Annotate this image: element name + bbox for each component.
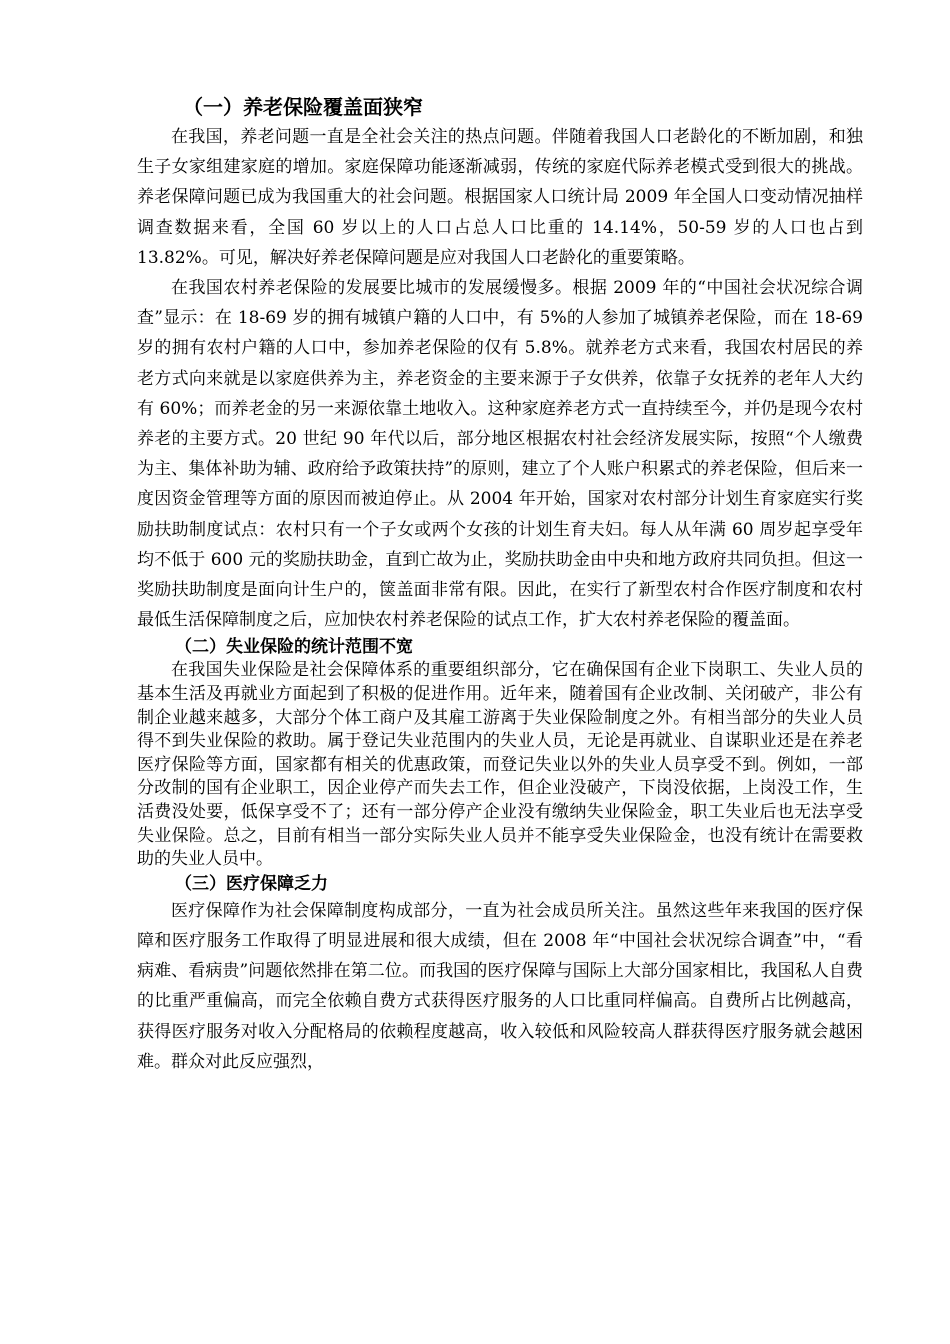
section-heading-medical: （三）医疗保障乏力: [175, 873, 328, 894]
paragraph-unemployment: 在我国失业保险是社会保障体系的重要组织部分，它在确保国有企业下岗职工、失业人员的基本生活及再就业方面起到了积极的促进作用。近年来，随着国有企业改制、关闭破产，非公有制企业越来越多，大部分个体工商户及其雇工游离于失业保险制度之外。有相当部分的失业人员得不到失业保险的救助。属于登记失业范围内的失业人员，无论是再就业、自谋职业还是在养老医疗保险等方面，国家都有相关的优惠政策，而登记失业以外的失业人员享受不到。例如，一部分改制的国有企业职工，因企业停产而失去工作，但企业没破产，下岗没依据，上岗没工作，生活费没处要，低保享受不了；还有一部分停产企业没有缴纳失业保险金，职工失业后也无法享受失业保险。总之，目前有相当一部分实际失业人员并不能享受失业保险金，也没有统计在需要救助的失业人员中。: [137, 660, 863, 870]
paragraph-pension-intro: 在我国，养老问题一直是全社会关注的热点问题。伴随着我国人口老龄化的不断加剧，和独生子女家组建家庭的增加。家庭保障功能逐渐减弱，传统的家庭代际养老模式受到很大的挑战。养老保障问题已成为我国重大的社会问题。根据国家人口统计局 2009 年全国人口变动情况抽样调查数据来看，全国 60 岁以上的人口占总人口比重的 14.14%，50-59 岁的人口也占到 13.82%。可见，解决好养老保障问题是应对我国人口老龄化的重要策略。: [137, 127, 863, 268]
section-heading-unemployment: （二）失业保险的统计范围不宽: [175, 637, 413, 658]
section-heading-pension: （一）养老保险覆盖面狭窄: [183, 95, 423, 119]
document-page: [137, 92, 863, 1077]
paragraph-rural-pension: 在我国农村养老保险的发展要比城市的发展缓慢多。根据 2009 年的“中国社会状况综合调查”显示：在 18-69 岁的拥有城镇户籍的人口中，有 5%的人参加了城镇养老保险，而在 18-69 岁的拥有农村户籍的人口中，参加养老保险的仅有 5.8%。就养老方式来看，我国农村居民的养老方式向来就是以家庭供养为主，养老资金的主要来源于子女供养，依靠子女抚养的老年人大约有 60%；而养老金的另一来源依靠土地收入。这种家庭养老方式一直持续至今，并仍是现今农村养老的主要方式。20 世纪 90 年代以后，部分地区根据农村社会经济发展实际，按照“个人缴费为主、集体补助为辅、政府给予政策扶持”的原则，建立了个人账户积累式的养老保险，但后来一度因资金管理等方面的原因而被迫停止。从 2004 年开始，国家对农村部分计划生育家庭实行奖励扶助制度试点：农村只有一个子女或两个女孩的计划生育夫妇。每人从年满 60 周岁起享受年均不低于 600 元的奖励扶助金，直到亡故为止，奖励扶助金由中央和地方政府共同负担。但这一奖励扶助制度是面向计生户的，箧盖面非常有限。因此，在实行了新型农村合作医疗制度和农村最低生活保障制度之后，应加快农村养老保险的试点工作，扩大农村养老保险的覆盖面。: [137, 278, 863, 631]
paragraph-medical: 医疗保障作为社会保障制度构成部分，一直为社会成员所关注。虽然这些年来我国的医疗保障和医疗服务工作取得了明显进展和很大成绩，但在 2008 年“中国社会状况综合调查”中，“看病难、看病贵”问题依然排在第二位。而我国的医疗保障与国际上大部分国家相比，我国私人自费的比重严重偏高，而完全依赖自费方式获得医疗服务的人口比重同样偏高。自费所占比例越高，获得医疗服务对收入分配格局的依赖程度越高，收入较低和风险较高人群获得医疗服务就会越困难。群众对此反应强烈，: [137, 900, 863, 1072]
